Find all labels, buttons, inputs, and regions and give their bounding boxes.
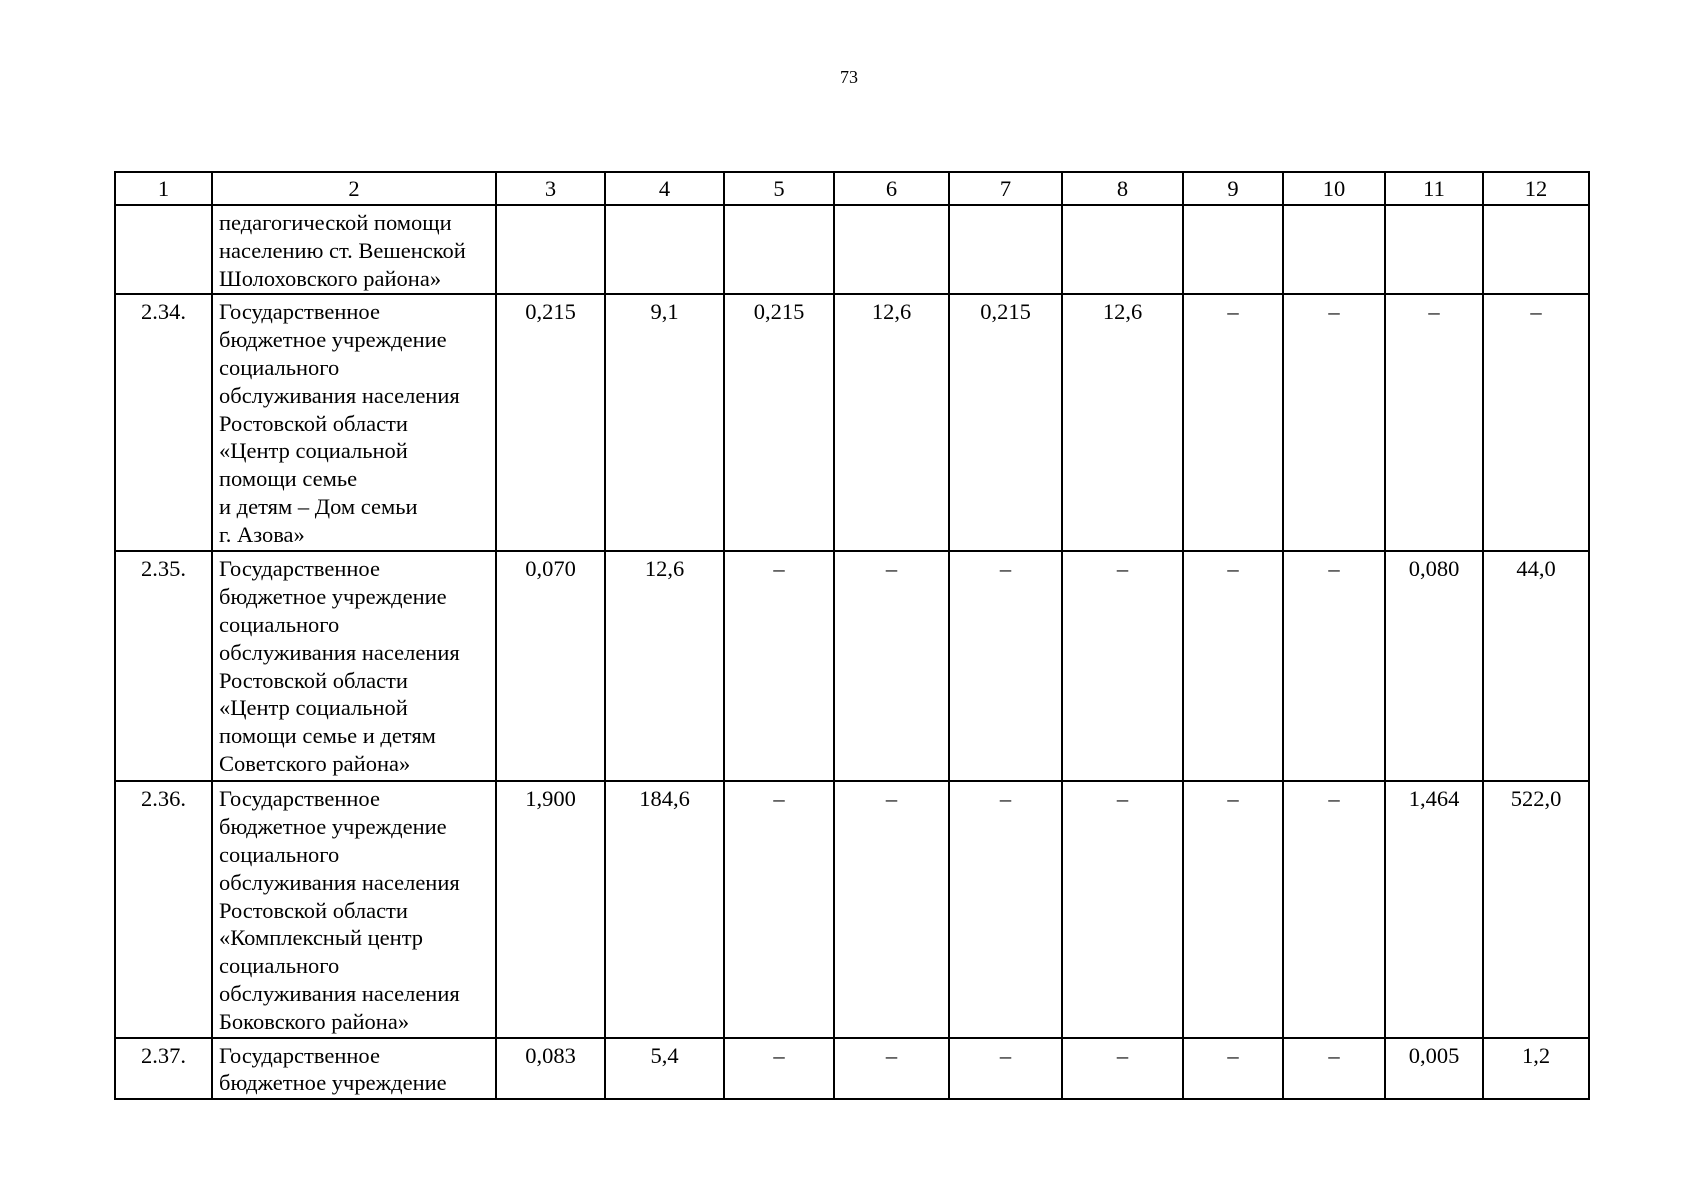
value-cell-col-3 [496, 205, 605, 294]
institution-name-line: социального [219, 841, 340, 867]
institution-name-cell [212, 205, 496, 294]
institution-name-line: «Комплексный центр [219, 925, 424, 951]
value-cell-col-9: – [1183, 1038, 1283, 1100]
value-cell-col-6: – [834, 1038, 949, 1100]
value-cell-col-8: – [1062, 551, 1183, 781]
institution-name-line: Шолоховского района» [219, 265, 442, 291]
value-cell-col-11: 0,080 [1385, 551, 1483, 781]
column-header: 10 [1283, 172, 1385, 205]
value-cell-col-9: – [1183, 781, 1283, 1037]
institution-name-line: бюджетное учреждение [219, 1070, 447, 1096]
institution-name-cell [212, 781, 496, 1037]
column-header: 4 [605, 172, 724, 205]
institution-name-line: обслуживания населения [219, 382, 460, 408]
institution-name-line: Ростовской области [219, 667, 408, 693]
institution-name-line: Государственное [219, 786, 380, 812]
value-cell-col-10: – [1283, 551, 1385, 781]
institution-name-cell [212, 551, 496, 781]
value-cell-col-8 [1062, 205, 1183, 294]
value-cell-col-10: – [1283, 294, 1385, 551]
value-cell-col-5: 0,215 [724, 294, 834, 551]
institution-name-line: Боковского района» [219, 1008, 410, 1034]
value-cell-col-6 [834, 205, 949, 294]
institution-name-line: Государственное [219, 556, 380, 582]
institution-name-line: Ростовской области [219, 897, 408, 923]
value-cell-col-5 [724, 205, 834, 294]
value-cell-col-4: 12,6 [605, 551, 724, 781]
table-row [115, 205, 1589, 294]
value-cell-col-11: 1,464 [1385, 781, 1483, 1037]
column-header: 9 [1183, 172, 1283, 205]
institution-name-line: бюджетное учреждение [219, 327, 447, 353]
institution-name-cell [212, 1038, 496, 1100]
institution-name-line: социального [219, 354, 340, 380]
column-header: 11 [1385, 172, 1483, 205]
column-header: 8 [1062, 172, 1183, 205]
value-cell-col-4: 9,1 [605, 294, 724, 551]
value-cell-col-5: – [724, 551, 834, 781]
institution-name-line: бюджетное учреждение [219, 584, 447, 610]
institution-name-line: помощи семье [219, 466, 358, 492]
value-cell-col-9: – [1183, 551, 1283, 781]
institution-name-line: «Центр социальной [219, 438, 408, 464]
institution-name-line: населению ст. Вешенской [219, 237, 466, 263]
value-cell-col-10: – [1283, 1038, 1385, 1100]
column-header: 1 [115, 172, 212, 205]
value-cell-col-4: 5,4 [605, 1038, 724, 1100]
value-cell-col-7: – [949, 551, 1062, 781]
value-cell-col-10 [1283, 205, 1385, 294]
value-cell-col-12: 44,0 [1483, 551, 1589, 781]
value-cell-col-3: 0,215 [496, 294, 605, 551]
value-cell-col-8: – [1062, 1038, 1183, 1100]
value-cell-col-12: – [1483, 294, 1589, 551]
value-cell-col-7: – [949, 781, 1062, 1037]
column-header: 6 [834, 172, 949, 205]
row-number-cell: 2.34. [115, 294, 212, 551]
column-header: 3 [496, 172, 605, 205]
value-cell-col-8: 12,6 [1062, 294, 1183, 551]
value-cell-col-6: 12,6 [834, 294, 949, 551]
value-cell-col-7: – [949, 1038, 1062, 1100]
value-cell-col-9 [1183, 205, 1283, 294]
row-number-cell: 2.35. [115, 551, 212, 781]
column-header: 12 [1483, 172, 1589, 205]
value-cell-col-4: 184,6 [605, 781, 724, 1037]
value-cell-col-3: 0,083 [496, 1038, 605, 1100]
value-cell-col-3: 1,900 [496, 781, 605, 1037]
table-row [115, 294, 1589, 551]
value-cell-col-7 [949, 205, 1062, 294]
institution-name-line: педагогической помощи [219, 210, 452, 235]
institution-name-line: помощи семье и детям [219, 723, 436, 749]
table-row [115, 1038, 1589, 1100]
data-table [114, 171, 1590, 1100]
row-number-cell: 2.36. [115, 781, 212, 1037]
value-cell-col-12: 1,2 [1483, 1038, 1589, 1100]
value-cell-col-11: 0,005 [1385, 1038, 1483, 1100]
value-cell-col-6: – [834, 781, 949, 1037]
institution-name-line: Государственное [219, 1042, 380, 1068]
table-row [115, 551, 1589, 781]
column-header: 2 [212, 172, 496, 205]
institution-name-line: и детям – Дом семьи [219, 493, 418, 519]
value-cell-col-12 [1483, 205, 1589, 294]
value-cell-col-12: 522,0 [1483, 781, 1589, 1037]
value-cell-col-5: – [724, 1038, 834, 1100]
value-cell-col-9: – [1183, 294, 1283, 551]
value-cell-col-4 [605, 205, 724, 294]
institution-name-line: Государственное [219, 299, 380, 325]
institution-name-line: г. Азова» [219, 521, 305, 547]
value-cell-col-10: – [1283, 781, 1385, 1037]
institution-name-line: обслуживания населения [219, 980, 460, 1006]
table-row [115, 781, 1589, 1037]
value-cell-col-3: 0,070 [496, 551, 605, 781]
column-header: 5 [724, 172, 834, 205]
institution-name-line: «Центр социальной [219, 695, 408, 721]
institution-name-line: социального [219, 953, 340, 979]
institution-name-line: обслуживания населения [219, 869, 460, 895]
institution-name-line: социального [219, 611, 340, 637]
page-number: 73 [840, 67, 858, 87]
column-number-row [115, 172, 1589, 205]
value-cell-col-5: – [724, 781, 834, 1037]
value-cell-col-7: 0,215 [949, 294, 1062, 551]
row-number-cell [115, 205, 212, 294]
value-cell-col-11 [1385, 205, 1483, 294]
institution-name-line: Советского района» [219, 750, 411, 776]
value-cell-col-11: – [1385, 294, 1483, 551]
row-number-cell: 2.37. [115, 1038, 212, 1100]
institution-name-line: бюджетное учреждение [219, 814, 447, 840]
value-cell-col-8: – [1062, 781, 1183, 1037]
column-header: 7 [949, 172, 1062, 205]
institution-name-line: Ростовской области [219, 410, 408, 436]
institution-name-line: обслуживания населения [219, 639, 460, 665]
institution-name-cell [212, 294, 496, 551]
value-cell-col-6: – [834, 551, 949, 781]
